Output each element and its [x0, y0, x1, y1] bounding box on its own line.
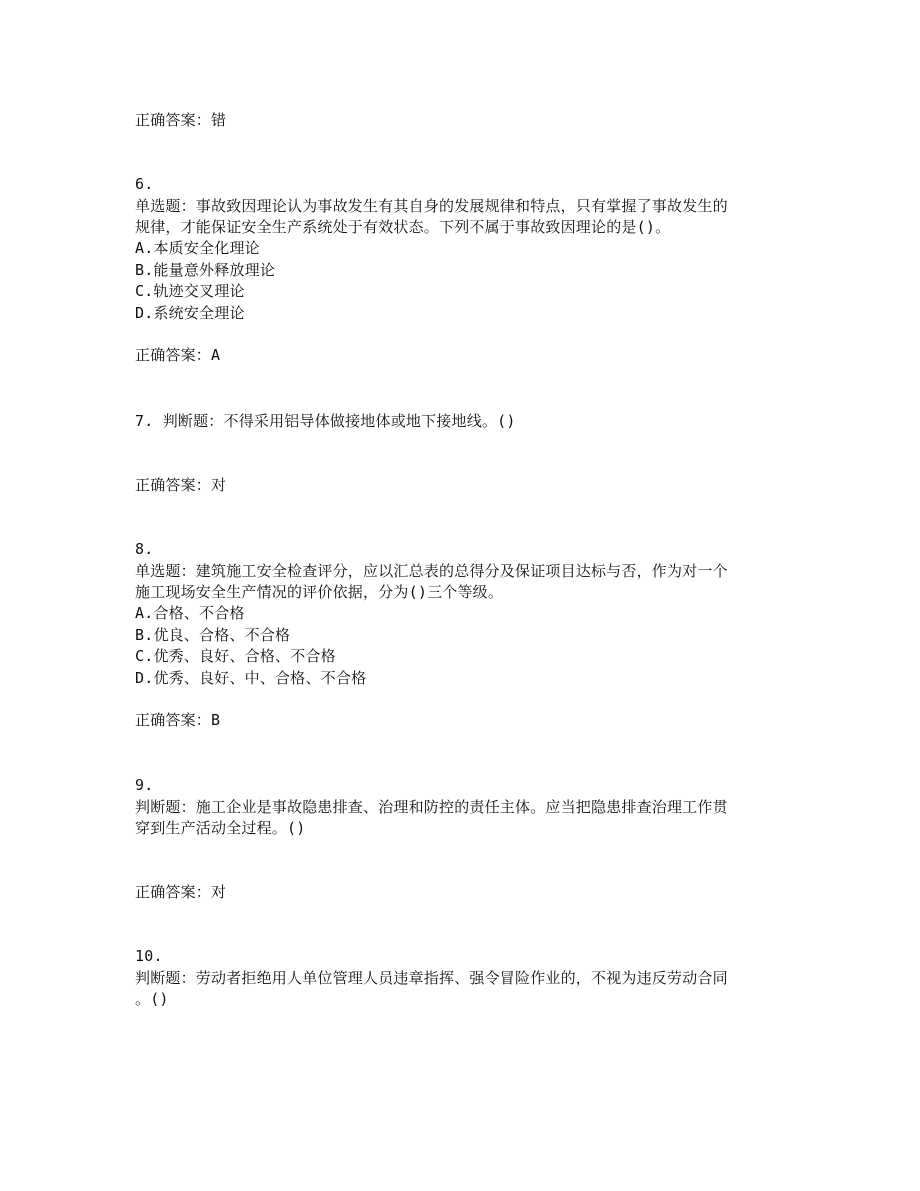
answer: 正确答案：对: [135, 883, 227, 901]
question-number: 6.: [135, 175, 154, 193]
question-stem-line: 7. 判断题：不得采用铝导体做接地体或地下接地线。(): [135, 412, 516, 430]
question-stem-line: 判断题：劳动者拒绝用人单位管理人员违章指挥、强令冒险作业的，不视为违反劳动合同: [135, 969, 728, 987]
option-a: A.合格、不合格: [135, 604, 245, 622]
question-number: 9.: [135, 776, 154, 794]
answer: 正确答案：对: [135, 476, 227, 494]
question-number: 8.: [135, 540, 154, 558]
question-number: 10.: [135, 947, 163, 965]
question-stem-line: 穿到生产活动全过程。(): [135, 819, 306, 837]
option-b: B.能量意外释放理论: [135, 261, 276, 279]
question-stem-line: 单选题：建筑施工安全检查评分，应以汇总表的总得分及保证项目达标与否，作为对一个: [135, 562, 728, 580]
option-c: C.轨迹交叉理论: [135, 282, 245, 300]
option-c: C.优秀、良好、合格、不合格: [135, 647, 336, 665]
option-d: D.系统安全理论: [135, 304, 245, 322]
answer-prev: 正确答案：错: [135, 111, 227, 129]
option-d: D.优秀、良好、中、合格、不合格: [135, 669, 367, 687]
question-stem-line: 规律，才能保证安全生产系统处于有效状态。下列不属于事故致因理论的是()。: [135, 218, 671, 236]
option-a: A.本质安全化理论: [135, 239, 260, 257]
question-stem-line: 。(): [135, 990, 169, 1008]
option-b: B.优良、合格、不合格: [135, 626, 291, 644]
answer: 正确答案：A: [135, 346, 221, 364]
question-stem-line: 单选题：事故致因理论认为事故发生有其自身的发展规律和特点，只有掌握了事故发生的: [135, 197, 728, 215]
question-stem-line: 判断题：施工企业是事故隐患排查、治理和防控的责任主体。应当把隐患排查治理工作贯: [135, 798, 728, 816]
question-stem-line: 施工现场安全生产情况的评价依据，分为()三个等级。: [135, 583, 504, 601]
answer: 正确答案：B: [135, 711, 221, 729]
